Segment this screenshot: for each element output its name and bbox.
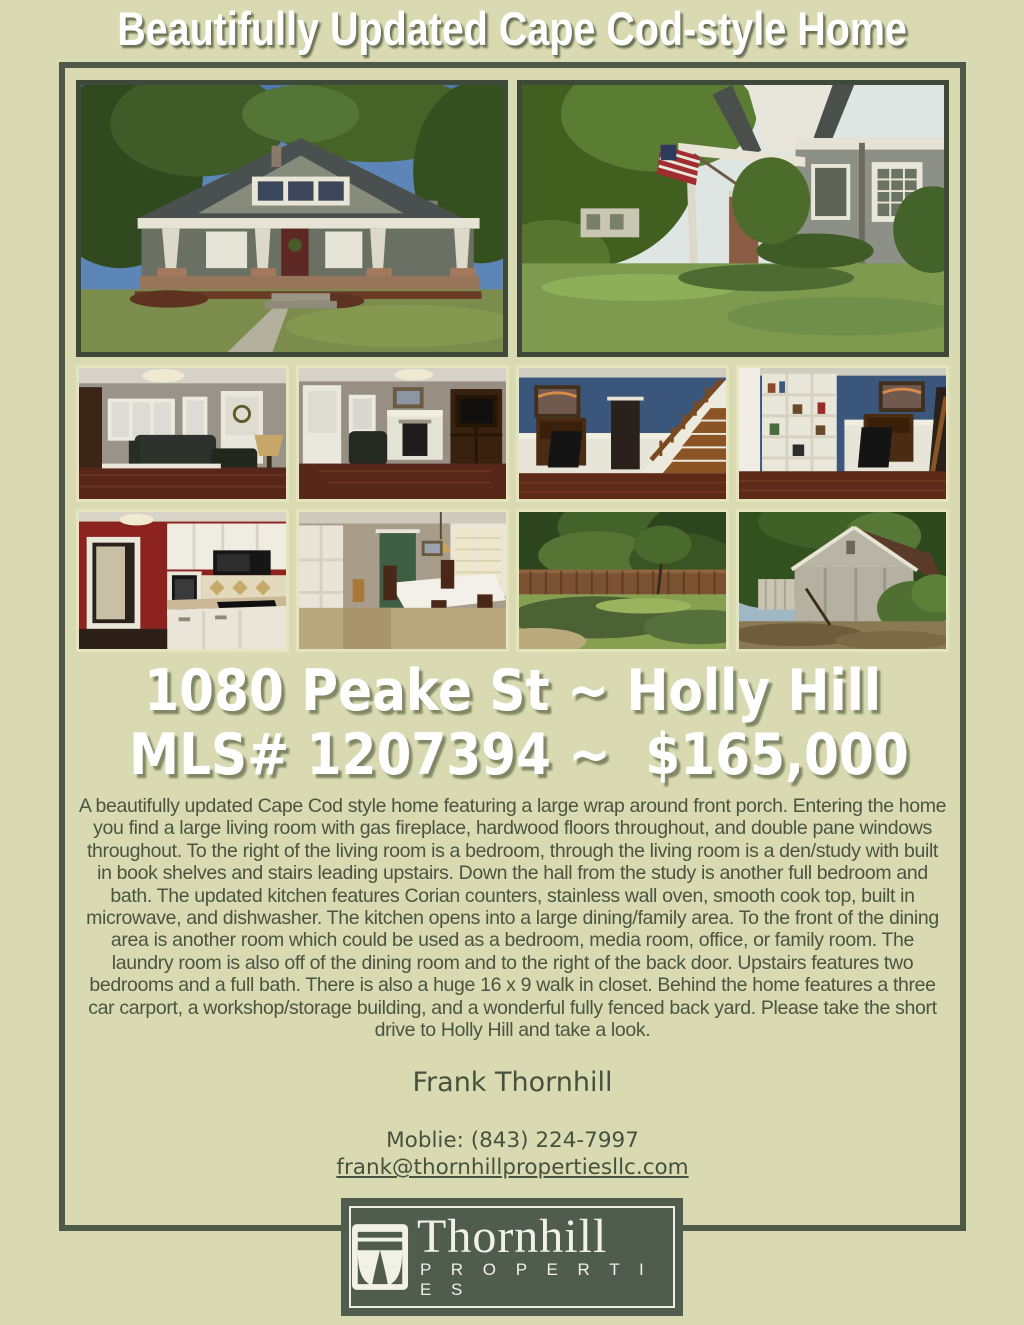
side-exterior-illustration <box>522 85 944 352</box>
photo-row-small-1 <box>76 365 949 502</box>
mls-price-text: MLS# 1207394 ~ $165,000 <box>129 722 909 788</box>
living-room-fireplace-illustration <box>299 368 506 499</box>
photo-living-room <box>76 365 289 502</box>
kitchen-illustration <box>79 512 286 649</box>
thornhill-properties-logo <box>341 1198 683 1316</box>
content-frame <box>59 62 966 1231</box>
agent-name: Frank Thornhill <box>412 1067 613 1099</box>
photo-front-exterior <box>76 80 508 357</box>
logo-text-block <box>417 1210 673 1300</box>
photo-row-small-2 <box>76 509 949 652</box>
agent-email-row <box>76 1155 949 1180</box>
thornhill-t-leaf-icon <box>351 1223 409 1291</box>
photo-fenced-backyard <box>516 509 729 652</box>
photo-dining-room <box>296 509 509 652</box>
workshop-illustration <box>739 512 946 649</box>
photo-living-room-fireplace <box>296 365 509 502</box>
flyer-headline <box>0 0 1024 58</box>
photo-workshop-building <box>736 509 949 652</box>
agent-email-link[interactable]: frank@thornhillpropertiesllc.com <box>336 1155 689 1181</box>
dining-room-illustration <box>299 512 506 649</box>
photo-study-staircase <box>516 365 729 502</box>
flyer-headline-text: Beautifully Updated Cape Cod-style Home <box>117 2 907 55</box>
mls-price-line <box>76 723 949 787</box>
front-exterior-illustration <box>81 85 503 352</box>
address-text: 1080 Peake St ~ Holly Hill <box>144 658 881 724</box>
photo-side-exterior-with-flag <box>517 80 949 357</box>
logo-subtitle: P R O P E R T I E S <box>420 1260 652 1299</box>
den-bookshelves-illustration <box>739 368 946 499</box>
property-description: A beautifully updated Cape Cod style home featuring a large wrap around front porch. Entering the home you find a large living room with gas fireplace, hardwood floors throughout, and double pane windows throughout. To the right of the living room is a bedroom, through the living room is a den/study with built in book shelves and stairs leading upstairs. Down the hall from the study is another full bedroom and bath. The updated kitchen features Corian counters, stainless wall oven, smooth cook top, built in microwave, and dishwasher. The kitchen opens into a large dining/family area. To the front of the dining area is another room which could be used as a bedroom, media room, office, or family room. The laundry room is also off of the dining room and to the right of the back door. Upstairs features two bedrooms and a full bath. There is also a huge 16 x 9 walk in closet. Behind the home features a three car carport, a workshop/storage building, and a wonderful fully fenced back yard. Please take the short drive to Holly Hill and take a look. <box>78 795 947 1042</box>
photo-row-large <box>76 80 949 357</box>
living-room-illustration <box>79 368 286 499</box>
study-staircase-illustration <box>519 368 726 499</box>
agent-phone: Moblie: (843) 224-7997 <box>386 1128 639 1154</box>
photo-kitchen <box>76 509 289 652</box>
address-line <box>76 659 949 723</box>
backyard-illustration <box>519 512 726 649</box>
logo-inner-border <box>349 1206 675 1308</box>
logo-brand-name: Thornhill <box>417 1210 608 1263</box>
photo-den-bookshelves <box>736 365 949 502</box>
